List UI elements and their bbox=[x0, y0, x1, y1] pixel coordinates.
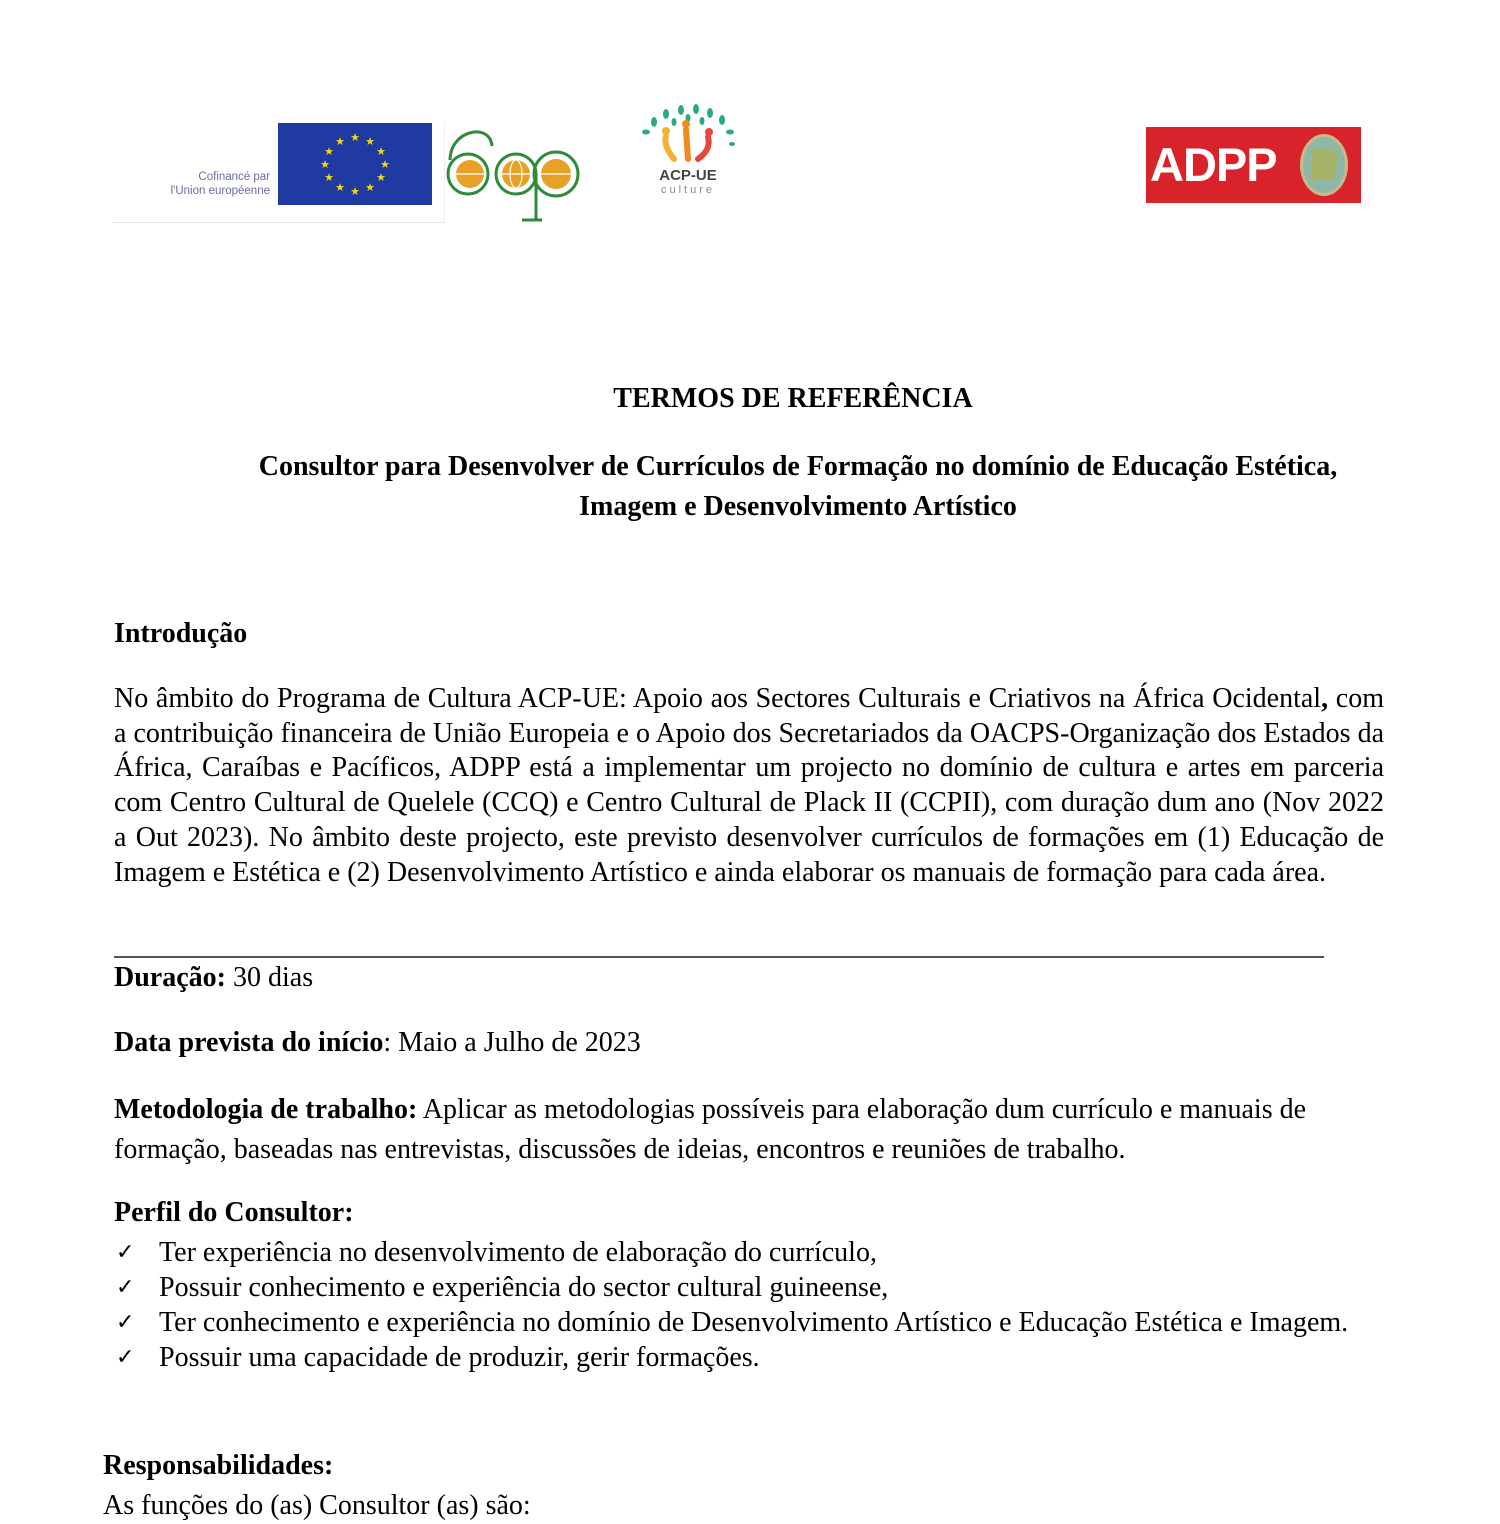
svg-text:★: ★ bbox=[365, 182, 375, 194]
eu-cofunding-logo bbox=[112, 122, 445, 223]
eu-flag-icon bbox=[278, 123, 432, 205]
profile-list bbox=[114, 1235, 1389, 1375]
duration-line: Duração: 30 dias bbox=[114, 962, 314, 993]
document-title: TERMOS DE REFERÊNCIA bbox=[613, 383, 973, 414]
eu-cofunding-text: Cofinancé par l'Union européenne bbox=[170, 171, 270, 197]
adpp-logo: ADPP bbox=[1146, 127, 1361, 203]
checkmark-icon: ✓ bbox=[116, 1310, 135, 1335]
section-heading-responsabilidades: Responsabilidades: bbox=[103, 1450, 334, 1481]
acp-logo bbox=[444, 122, 584, 224]
list-item: ✓ Possuir conhecimento e experiência do sector cultural guineense, bbox=[116, 1272, 889, 1303]
start-date-line: Data prevista do início: Maio a Julho de 2023 bbox=[114, 1027, 641, 1058]
checkmark-icon: ✓ bbox=[116, 1240, 135, 1265]
tree-people-icon bbox=[636, 104, 740, 166]
svg-text:★: ★ bbox=[380, 159, 390, 171]
svg-text:★: ★ bbox=[335, 136, 345, 148]
acp-ue-culture-logo: ACP-UE culture bbox=[636, 104, 740, 200]
methodology-paragraph: Metodologia de trabalho: Aplicar as metodologias possíveis para elaboração dum currículo e manuais de formação, baseadas nas entrevistas, discussões de ideias, encontros e reuniões de trabalho. bbox=[114, 1094, 1307, 1165]
svg-text:★: ★ bbox=[320, 159, 330, 171]
checkmark-icon: ✓ bbox=[116, 1275, 135, 1300]
svg-text:★: ★ bbox=[350, 186, 360, 198]
list-item: ✓ Possuir uma capacidade de produzir, gerir formações. bbox=[116, 1342, 760, 1373]
svg-text:★: ★ bbox=[376, 146, 386, 158]
responsibilities-intro: As funções do (as) Consultor (as) são: bbox=[103, 1490, 531, 1521]
section-heading-perfil: Perfil do Consultor: bbox=[114, 1197, 354, 1228]
list-item: ✓ Ter experiência no desenvolvimento de elaboração do currículo, bbox=[116, 1237, 877, 1268]
globe-icon bbox=[1291, 132, 1357, 198]
list-item: ✓ Ter conhecimento e experiência no domínio de Desenvolvimento Artístico e Educação Estética e Imagem. bbox=[116, 1307, 1349, 1338]
section-heading-introducao: Introdução bbox=[114, 618, 248, 649]
svg-text:★: ★ bbox=[376, 172, 386, 184]
checkmark-icon: ✓ bbox=[116, 1345, 135, 1370]
svg-text:★: ★ bbox=[350, 132, 360, 144]
intro-paragraph: No âmbito do Programa de Cultura ACP-UE: Apoio aos Sectores Culturais e Criativos na África Ocidental, com a contribuição financeira de União Europeia e o Apoio dos Secretariados da OACPS-Organização dos Estados da África, Caraíbas e Pacíficos, ADPP está a implementar um projecto no domínio de cultura e artes em parceria com Centro Cultural de Quelele (CCQ) e Centro Cultural de Plack II (CCPII), com duração dum ano (Nov 2022 a Out 2023). No âmbito deste projecto, este previsto desenvolver currículos de formações em (1) Educação de Imagem e Estética e (2) Desenvolvimento Artístico e ainda elaborar os manuais de formação para cada área. bbox=[114, 683, 1384, 888]
horizontal-divider bbox=[114, 956, 1324, 958]
document-subtitle: Consultor para Desenvolver de Currículos de Formação no domínio de Educação Estética, Imagem e Desenvolvimento Artístico bbox=[258, 451, 1338, 522]
svg-text:★: ★ bbox=[335, 182, 345, 194]
svg-text:★: ★ bbox=[324, 146, 334, 158]
svg-text:★: ★ bbox=[365, 136, 375, 148]
svg-text:★: ★ bbox=[324, 172, 334, 184]
